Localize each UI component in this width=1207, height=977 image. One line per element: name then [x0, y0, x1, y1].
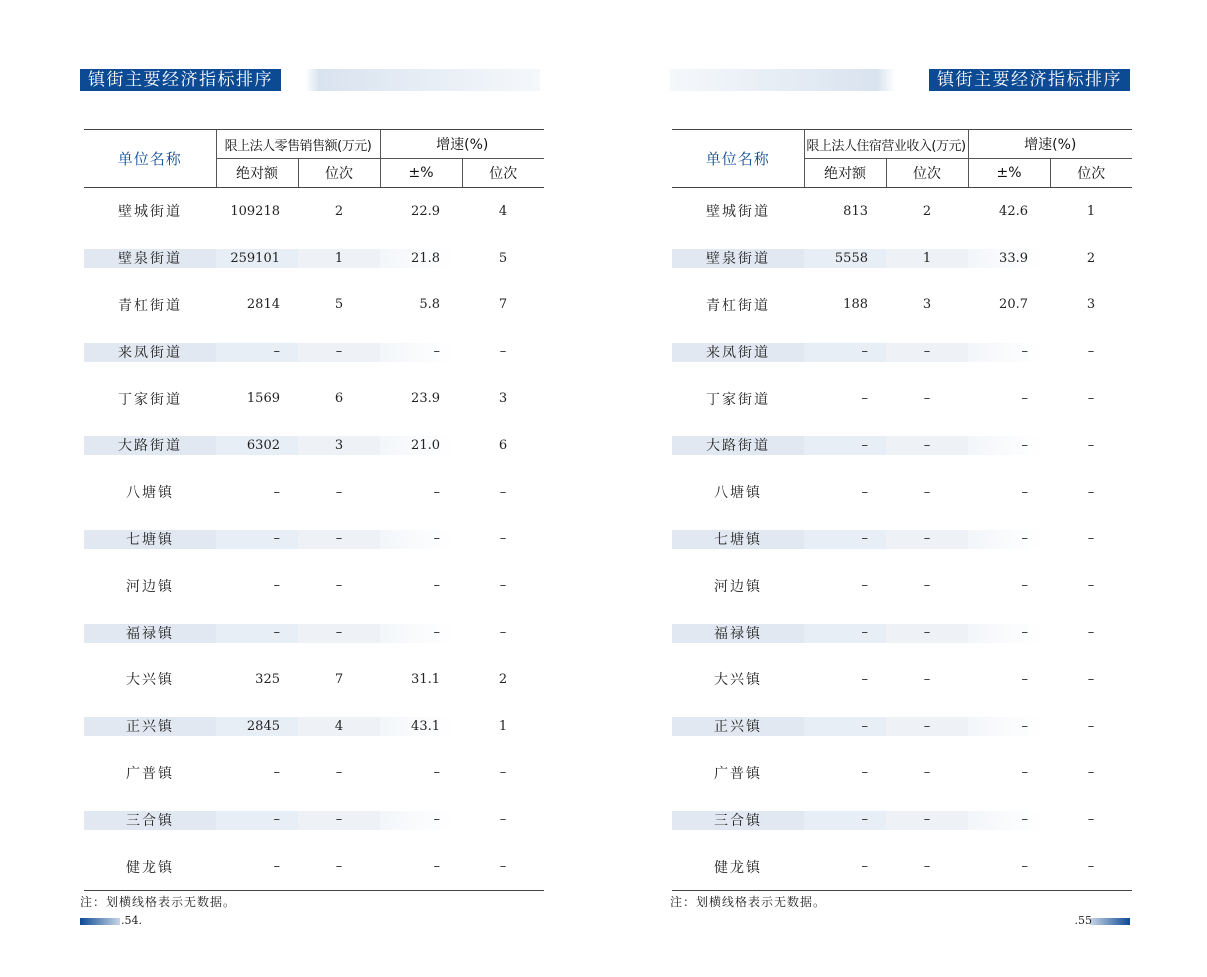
unit-name-cell: 壁泉街道: [84, 235, 216, 282]
table-row: [84, 843, 544, 890]
growth-rank-cell: –: [499, 625, 507, 641]
table-row: [672, 703, 1132, 750]
unit-name-cell: 广普镇: [126, 765, 174, 782]
header-rank-growth: 位次: [1050, 159, 1132, 188]
growth-rank-cell: –: [462, 843, 544, 890]
absolute-cell: –: [216, 328, 298, 375]
table-row: [672, 469, 1132, 516]
rank-cell: –: [923, 391, 931, 407]
table-row: [672, 796, 1132, 843]
ranking-table: [84, 129, 544, 891]
percent-cell: –: [380, 328, 462, 375]
unit-name-cell: 壁城街道: [118, 204, 182, 221]
table-row: [672, 750, 1132, 797]
table-row: [672, 188, 1132, 235]
table-row: [84, 188, 544, 235]
percent-cell: –: [380, 796, 462, 843]
unit-name-cell: 青杠街道: [118, 297, 182, 314]
absolute-cell: –: [804, 703, 886, 750]
growth-rank-cell: –: [499, 578, 507, 594]
unit-name-cell: 丁家街道: [118, 391, 182, 408]
page-footer: [670, 914, 1130, 928]
percent-cell: 5.8: [419, 297, 440, 313]
percent-cell: –: [380, 843, 462, 890]
percent-cell: –: [1021, 671, 1028, 687]
absolute-cell: –: [861, 391, 868, 407]
table-row: [672, 282, 1132, 329]
absolute-cell: –: [861, 578, 868, 594]
percent-cell: –: [1021, 391, 1028, 407]
absolute-cell: 259101: [216, 235, 298, 282]
footnote: 注：划横线格表示无数据。: [80, 895, 237, 909]
percent-cell: 21.0: [380, 422, 462, 469]
rank-cell: –: [335, 578, 343, 594]
header-unit-name: 单位名称: [84, 130, 216, 188]
rank-cell: –: [923, 671, 931, 687]
unit-name-cell: 大路街道: [84, 422, 216, 469]
growth-rank-cell: –: [499, 812, 507, 828]
rank-cell: –: [923, 765, 931, 781]
rank-cell: 7: [334, 671, 344, 687]
growth-rank-cell: 6: [498, 437, 508, 453]
unit-name-cell: 正兴镇: [672, 703, 804, 750]
absolute-cell: –: [804, 422, 886, 469]
percent-cell: 22.9: [411, 203, 440, 219]
absolute-cell: 325: [255, 671, 280, 687]
absolute-cell: –: [216, 796, 298, 843]
table-row: [672, 562, 1132, 609]
rank-cell: –: [298, 843, 380, 890]
rank-cell: –: [886, 422, 968, 469]
footnote: 注：划横线格表示无数据。: [670, 895, 827, 909]
rank-cell: –: [923, 484, 931, 500]
growth-rank-cell: 2: [498, 671, 508, 687]
unit-name-cell: 三合镇: [672, 796, 804, 843]
unit-name-cell: 八塘镇: [714, 485, 762, 502]
table-row: [672, 422, 1132, 469]
table-row: [672, 375, 1132, 422]
absolute-cell: –: [861, 484, 868, 500]
rank-cell: 3: [922, 297, 932, 313]
rank-cell: 1: [886, 235, 968, 282]
header-rank-growth: 位次: [462, 159, 544, 188]
growth-rank-cell: –: [499, 531, 507, 547]
percent-cell: 23.9: [411, 391, 440, 407]
page-footer: [80, 914, 540, 928]
growth-rank-cell: –: [1087, 484, 1095, 500]
absolute-cell: 1569: [246, 391, 280, 407]
table-row: [84, 750, 544, 797]
unit-name-cell: 健龙镇: [672, 843, 804, 890]
unit-name-cell: 福禄镇: [672, 609, 804, 656]
section-banner: [80, 69, 540, 91]
section-banner: [670, 69, 1130, 91]
rank-cell: 4: [298, 703, 380, 750]
rank-cell: –: [298, 796, 380, 843]
growth-rank-cell: –: [1087, 765, 1095, 781]
rank-cell: –: [886, 843, 968, 890]
table-row: [84, 375, 544, 422]
percent-cell: 20.7: [999, 297, 1028, 313]
absolute-cell: –: [861, 765, 868, 781]
header-rank: 位次: [886, 159, 968, 188]
absolute-cell: –: [804, 843, 886, 890]
rank-cell: –: [298, 516, 380, 563]
rank-cell: –: [298, 609, 380, 656]
table-body: [672, 188, 1132, 891]
unit-name-cell: 青杠街道: [706, 297, 770, 314]
header-percent: ±%: [380, 159, 462, 188]
unit-name-cell: 壁城街道: [706, 204, 770, 221]
unit-name-cell: 河边镇: [126, 578, 174, 595]
percent-cell: 31.1: [411, 671, 440, 687]
absolute-cell: –: [804, 328, 886, 375]
growth-rank-cell: 2: [1086, 250, 1096, 266]
percent-cell: 43.1: [380, 703, 462, 750]
section-title: 镇街主要经济指标排序: [929, 69, 1130, 91]
growth-rank-cell: –: [499, 344, 507, 360]
unit-name-cell: 河边镇: [714, 578, 762, 595]
page-number: .54.: [121, 914, 142, 927]
unit-name-cell: 广普镇: [714, 765, 762, 782]
ranking-table: [672, 129, 1132, 891]
absolute-cell: 109218: [230, 203, 280, 219]
percent-cell: 33.9: [968, 235, 1050, 282]
growth-rank-cell: 5: [498, 250, 508, 266]
growth-rank-cell: –: [1087, 531, 1095, 547]
growth-rank-cell: –: [1087, 812, 1095, 828]
percent-cell: –: [380, 516, 462, 563]
percent-cell: –: [968, 843, 1050, 890]
growth-rank-cell: 3: [498, 391, 508, 407]
percent-cell: –: [1021, 765, 1028, 781]
growth-rank-cell: –: [499, 765, 507, 781]
header-growth: 增速(%): [968, 130, 1132, 159]
rank-cell: –: [923, 578, 931, 594]
absolute-cell: 813: [843, 203, 868, 219]
table-row: [84, 469, 544, 516]
page-number: .55: [1074, 914, 1092, 927]
percent-cell: –: [433, 484, 440, 500]
absolute-cell: –: [273, 578, 280, 594]
unit-name-cell: 大兴镇: [714, 672, 762, 689]
rank-cell: 5: [334, 297, 344, 313]
absolute-cell: –: [216, 609, 298, 656]
growth-rank-cell: –: [1087, 578, 1095, 594]
percent-cell: –: [1021, 578, 1028, 594]
growth-rank-cell: –: [1087, 718, 1095, 734]
header-lodging-revenue: 限上法人住宿营业收入(万元): [804, 130, 968, 159]
table-body: [84, 188, 544, 891]
growth-rank-cell: –: [1087, 391, 1095, 407]
percent-cell: –: [433, 765, 440, 781]
header-absolute: 绝对额: [804, 159, 886, 188]
table-row: [84, 328, 544, 375]
percent-cell: 21.8: [380, 235, 462, 282]
header-percent: ±%: [968, 159, 1050, 188]
rank-cell: –: [298, 328, 380, 375]
table-row: [672, 328, 1132, 375]
absolute-cell: 2814: [246, 297, 280, 313]
unit-name-cell: 正兴镇: [84, 703, 216, 750]
rank-cell: 2: [334, 203, 344, 219]
growth-rank-cell: –: [499, 484, 507, 500]
unit-name-cell: 七塘镇: [84, 516, 216, 563]
absolute-cell: –: [804, 516, 886, 563]
table-row: [84, 796, 544, 843]
rank-cell: –: [886, 328, 968, 375]
rank-cell: –: [886, 609, 968, 656]
header-growth: 增速(%): [380, 130, 544, 159]
absolute-cell: –: [804, 796, 886, 843]
absolute-cell: 5558: [804, 235, 886, 282]
growth-rank-cell: –: [1050, 843, 1132, 890]
absolute-cell: –: [804, 609, 886, 656]
page-bar-decoration: [1090, 918, 1130, 925]
table-row: [672, 609, 1132, 656]
absolute-cell: 6302: [216, 422, 298, 469]
growth-rank-cell: –: [1087, 437, 1095, 453]
rank-cell: –: [335, 765, 343, 781]
rank-cell: 6: [334, 391, 344, 407]
unit-name-cell: 福禄镇: [84, 609, 216, 656]
header-rank: 位次: [298, 159, 380, 188]
rank-cell: 3: [298, 422, 380, 469]
absolute-cell: –: [273, 484, 280, 500]
table-row: [84, 516, 544, 563]
table-row: [672, 843, 1132, 890]
header-absolute: 绝对额: [216, 159, 298, 188]
header-unit-name: 单位名称: [672, 130, 804, 188]
unit-name-cell: 三合镇: [84, 796, 216, 843]
page-bar-decoration: [80, 918, 120, 925]
unit-name-cell: 大兴镇: [126, 672, 174, 689]
growth-rank-cell: 3: [1086, 297, 1096, 313]
percent-cell: –: [433, 578, 440, 594]
section-title: 镇街主要经济指标排序: [80, 69, 281, 91]
rank-cell: –: [335, 484, 343, 500]
percent-cell: 42.6: [999, 203, 1028, 219]
table-row: [84, 609, 544, 656]
unit-name-cell: 健龙镇: [84, 843, 216, 890]
table-row: [672, 656, 1132, 703]
table-row: [84, 562, 544, 609]
right-page: [670, 0, 1140, 977]
percent-cell: –: [968, 422, 1050, 469]
table-row: [84, 235, 544, 282]
percent-cell: –: [968, 328, 1050, 375]
absolute-cell: 2845: [216, 703, 298, 750]
table-row: [84, 703, 544, 750]
unit-name-cell: 来凤街道: [672, 328, 804, 375]
absolute-cell: –: [216, 516, 298, 563]
percent-cell: –: [968, 516, 1050, 563]
growth-rank-cell: 4: [498, 203, 508, 219]
percent-cell: –: [968, 609, 1050, 656]
table-row: [672, 516, 1132, 563]
growth-rank-cell: 7: [498, 297, 508, 313]
percent-cell: –: [1021, 484, 1028, 500]
unit-name-cell: 大路街道: [672, 422, 804, 469]
table-row: [84, 656, 544, 703]
growth-rank-cell: 1: [498, 718, 508, 734]
growth-rank-cell: –: [1087, 671, 1095, 687]
rank-cell: 2: [922, 203, 932, 219]
rank-cell: 1: [298, 235, 380, 282]
unit-name-cell: 七塘镇: [672, 516, 804, 563]
rank-cell: –: [886, 796, 968, 843]
unit-name-cell: 壁泉街道: [672, 235, 804, 282]
absolute-cell: 188: [843, 297, 868, 313]
growth-rank-cell: –: [1087, 625, 1095, 641]
growth-rank-cell: 1: [1086, 203, 1096, 219]
unit-name-cell: 来凤街道: [84, 328, 216, 375]
rank-cell: –: [886, 703, 968, 750]
unit-name-cell: 丁家街道: [706, 391, 770, 408]
left-page: [80, 0, 550, 977]
percent-cell: –: [968, 796, 1050, 843]
percent-cell: –: [968, 703, 1050, 750]
percent-cell: –: [380, 609, 462, 656]
growth-rank-cell: –: [1087, 344, 1095, 360]
absolute-cell: –: [216, 843, 298, 890]
unit-name-cell: 八塘镇: [126, 485, 174, 502]
header-retail-sales: 限上法人零售销售额(万元): [216, 130, 380, 159]
table-row: [84, 422, 544, 469]
absolute-cell: –: [273, 765, 280, 781]
absolute-cell: –: [861, 671, 868, 687]
table-row: [84, 282, 544, 329]
table-row: [672, 235, 1132, 282]
rank-cell: –: [886, 516, 968, 563]
